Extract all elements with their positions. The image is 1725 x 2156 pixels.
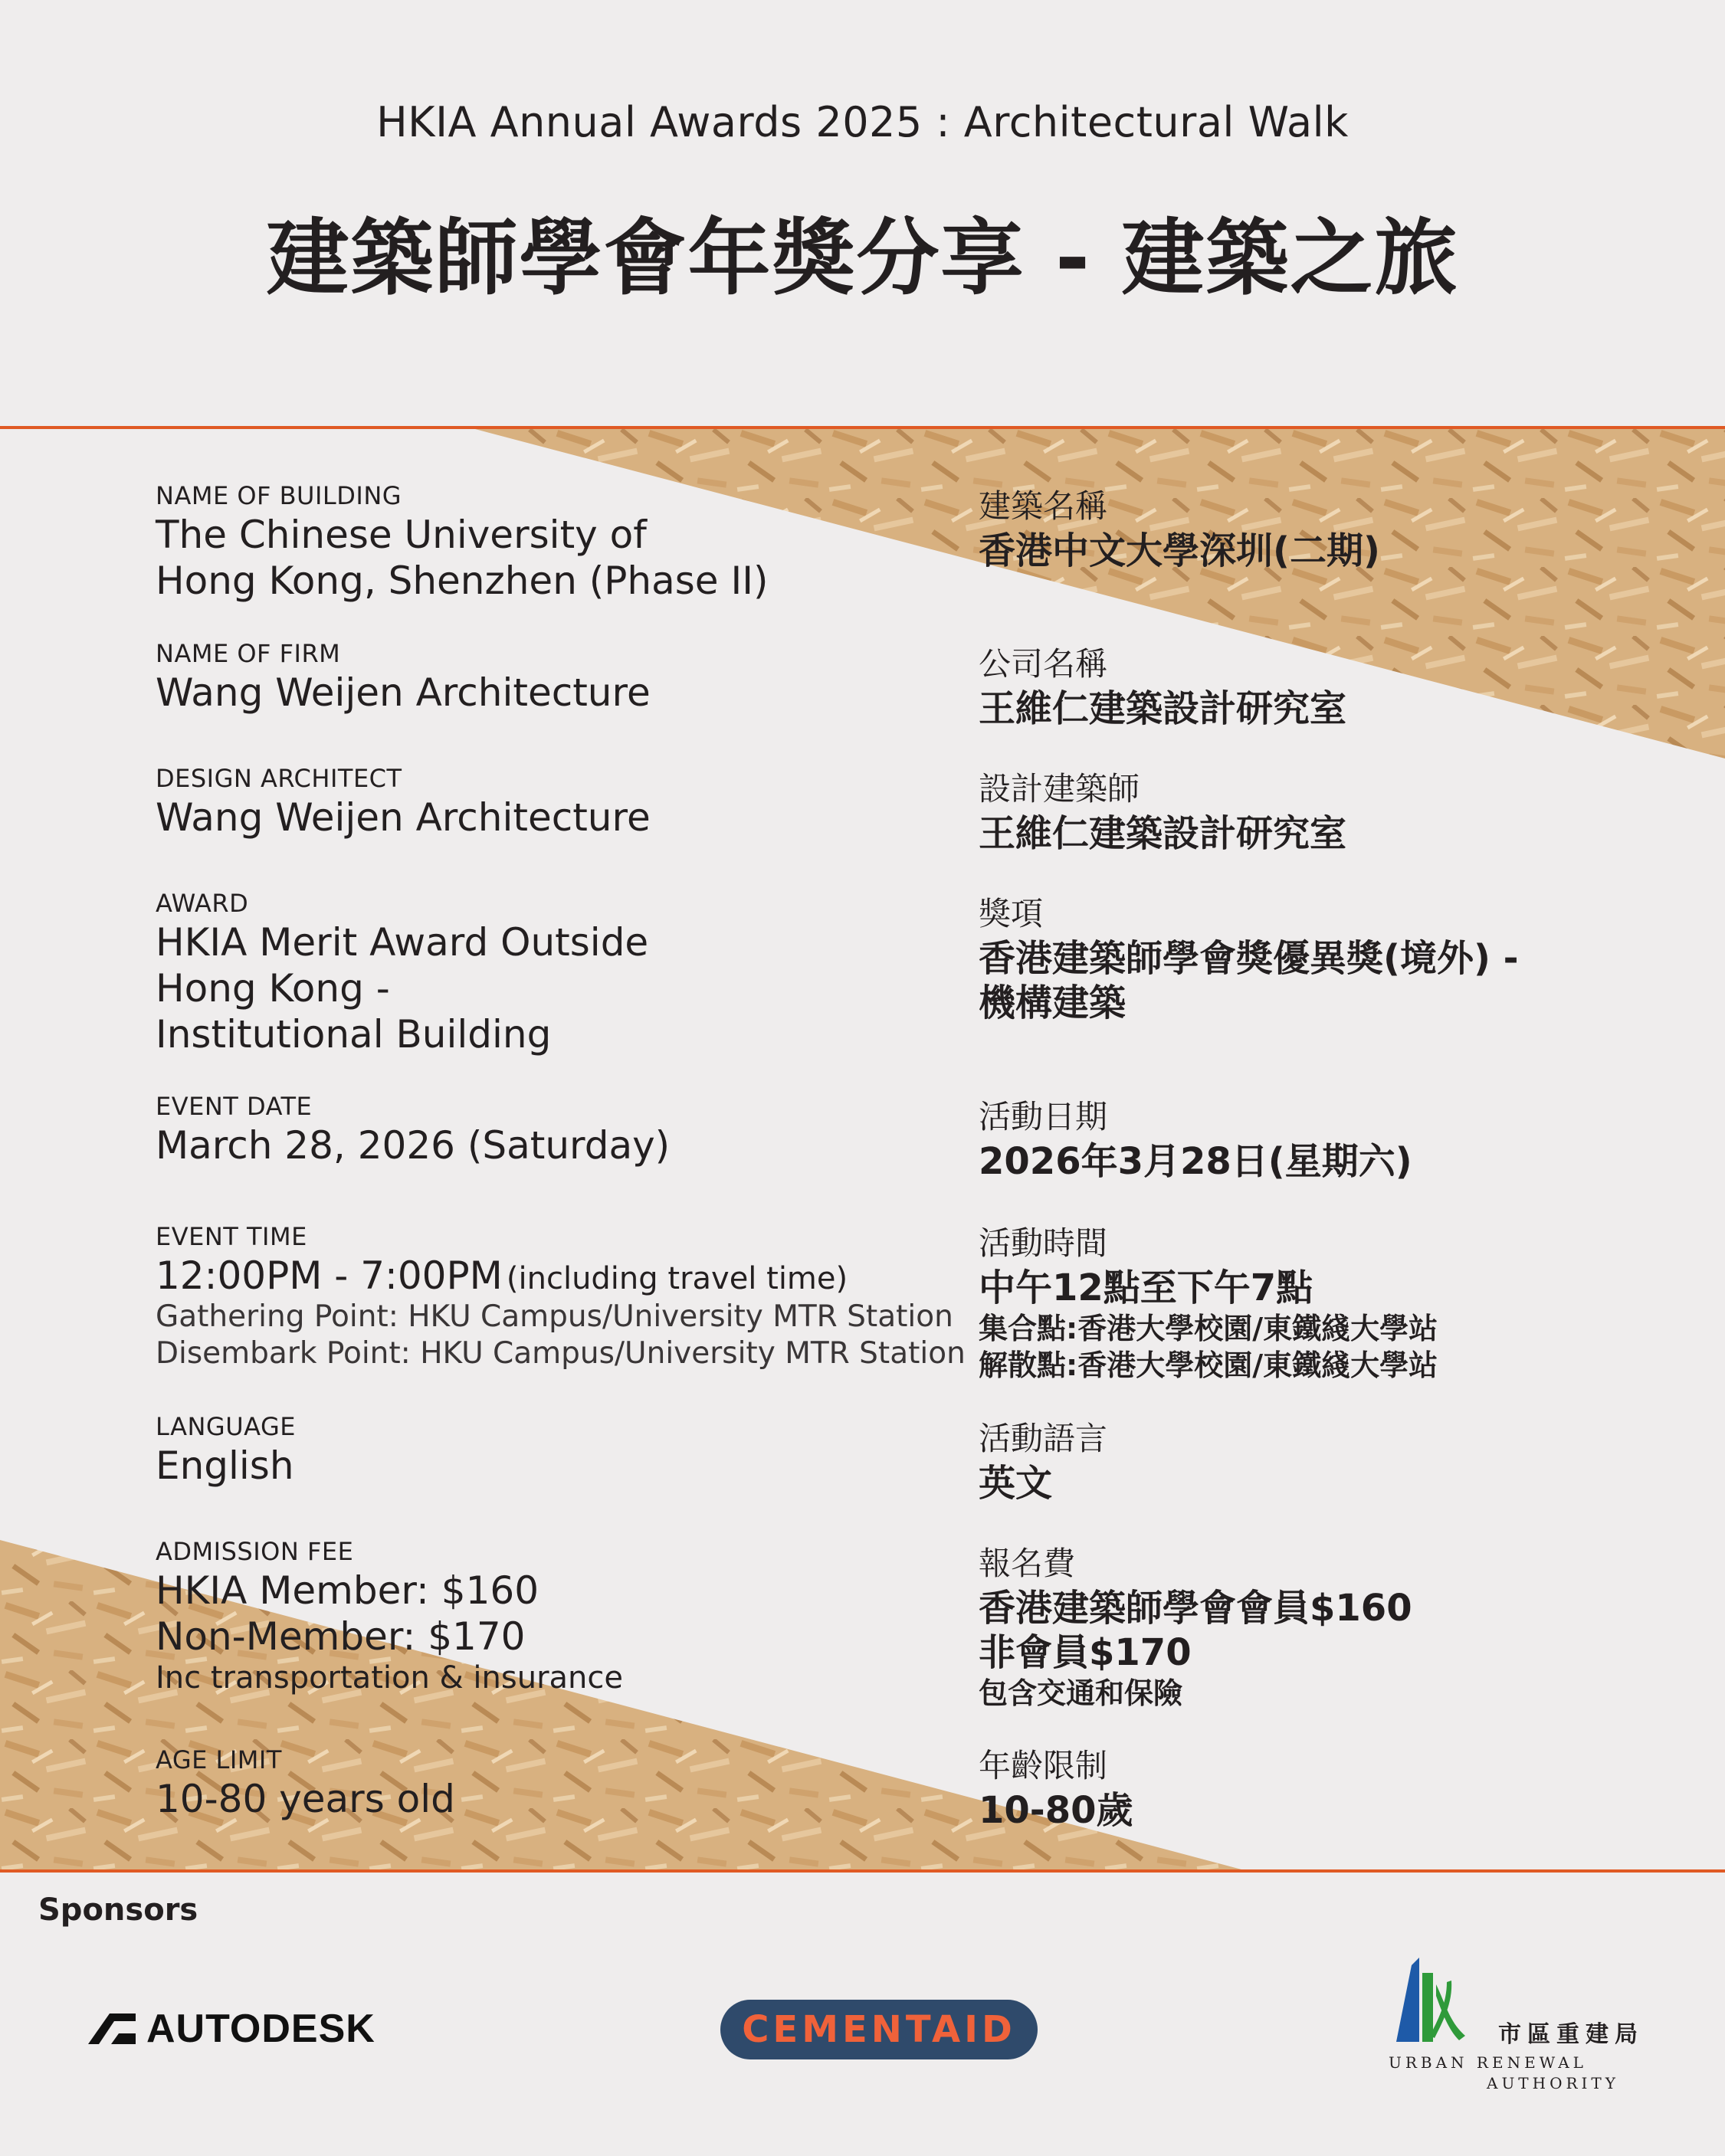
language-zh [979, 1414, 1107, 1506]
disembark-point-en: Disembark Point: HKU Campus/University MTR Station [156, 1336, 966, 1371]
fee-note-en: Inc transportation & insurance [156, 1660, 623, 1696]
award-label-zh: 獎項 [979, 895, 1044, 932]
award-value-en-1: HKIA Merit Award Outside [156, 920, 649, 965]
date-zh [979, 1092, 1412, 1184]
time-note-en: (including travel time) [506, 1261, 848, 1296]
architect-zh [979, 764, 1346, 856]
time-label-zh: 活動時間 [979, 1224, 1108, 1262]
cementaid-logo: CEMENTAID [720, 2000, 1038, 2059]
bottom-divider [0, 1869, 1725, 1873]
gather-point-en: Gathering Point: HKU Campus/University MTR Station [156, 1299, 953, 1334]
date-label-zh: 活動日期 [979, 1098, 1108, 1135]
building-en [156, 481, 768, 604]
time-value-en: 12:00PM - 7:00PM [156, 1253, 503, 1298]
date-value-en: March 28, 2026 (Saturday) [156, 1123, 671, 1168]
time-en [156, 1222, 966, 1372]
firm-zh [979, 639, 1346, 731]
age-value-zh: 10-80歲 [979, 1789, 1133, 1832]
ura-logo-mark-icon [1389, 1950, 1496, 2050]
age-label-en: AGE LIMIT [156, 1745, 282, 1774]
age-label-zh: 年齡限制 [979, 1747, 1108, 1784]
architect-label-zh: 設計建築師 [979, 770, 1140, 808]
fee-member-en: HKIA Member: $160 [156, 1568, 539, 1613]
date-label-en: EVENT DATE [156, 1092, 313, 1121]
award-value-zh-2: 機構建築 [979, 981, 1126, 1024]
architect-en [156, 764, 651, 840]
award-value-en-2: Hong Kong - [156, 966, 390, 1011]
building-value-en-2: Hong Kong, Shenzhen (Phase II) [156, 559, 769, 603]
language-label-zh: 活動語言 [979, 1420, 1108, 1457]
architect-value-en: Wang Weijen Architecture [156, 795, 651, 840]
building-value-en-1: The Chinese University of [156, 513, 647, 557]
date-value-zh: 2026年3月28日(星期六) [979, 1140, 1412, 1183]
date-en [156, 1092, 670, 1168]
award-label-en: AWARD [156, 889, 249, 918]
autodesk-mark-icon [88, 2013, 136, 2044]
firm-label-en: NAME OF FIRM [156, 639, 341, 668]
award-en [156, 889, 648, 1057]
fee-label-zh: 報名費 [979, 1545, 1076, 1582]
title-chinese: 建築師學會年獎分享 - 建築之旅 [266, 211, 1459, 306]
age-value-en: 10-80 years old [156, 1777, 455, 1821]
ura-english-line-1: URBAN RENEWAL [1389, 2053, 1587, 2072]
building-zh [979, 481, 1380, 573]
building-label-en: NAME OF BUILDING [156, 481, 402, 510]
building-value-zh: 香港中文大學深圳(二期) [979, 529, 1380, 572]
title-english: HKIA Annual Awards 2025 : Architectural Walk [376, 98, 1349, 146]
time-label-en: EVENT TIME [156, 1222, 307, 1251]
autodesk-wordmark: AUTODESK [146, 2007, 375, 2051]
architect-label-en: DESIGN ARCHITECT [156, 764, 402, 793]
language-value-zh: 英文 [979, 1462, 1053, 1505]
gather-point-zh: 集合點:香港大學校園/東鐵綫大學站 [979, 1312, 1438, 1345]
fee-nonmember-en: Non-Member: $170 [156, 1614, 526, 1659]
award-value-zh-1: 香港建築師學會獎優異獎(境外) - [979, 937, 1519, 980]
architect-value-zh: 王維仁建築設計研究室 [979, 812, 1347, 855]
award-zh [979, 889, 1519, 1025]
age-en [156, 1745, 455, 1822]
award-value-en-3: Institutional Building [156, 1012, 552, 1057]
language-value-en: English [156, 1443, 294, 1488]
ura-chinese-name: 市區重建局 [1498, 2021, 1644, 2048]
ura-english-line-2: AUTHORITY [1487, 2074, 1619, 2092]
fee-nonmember-zh: 非會員$170 [979, 1631, 1192, 1674]
fee-label-en: ADMISSION FEE [156, 1537, 354, 1566]
fee-zh [979, 1538, 1412, 1712]
firm-value-zh: 王維仁建築設計研究室 [979, 687, 1347, 730]
firm-label-zh: 公司名稱 [979, 645, 1108, 683]
firm-en [156, 639, 651, 716]
time-value-zh: 中午12點至下午7點 [979, 1266, 1313, 1309]
fee-en [156, 1537, 623, 1696]
fee-note-zh: 包含交通和保險 [979, 1676, 1183, 1710]
firm-value-en: Wang Weijen Architecture [156, 670, 651, 715]
fee-member-zh: 香港建築師學會會員$160 [979, 1587, 1412, 1630]
disembark-point-zh: 解散點:香港大學校園/東鐵綫大學站 [979, 1348, 1438, 1382]
top-divider [0, 426, 1725, 429]
sponsors-heading: Sponsors [38, 1892, 198, 1928]
age-zh [979, 1741, 1133, 1833]
time-zh [979, 1218, 1438, 1384]
autodesk-logo [88, 2006, 375, 2052]
language-en [156, 1412, 296, 1489]
building-label-zh: 建築名稱 [979, 487, 1108, 525]
language-label-en: LANGUAGE [156, 1412, 296, 1441]
